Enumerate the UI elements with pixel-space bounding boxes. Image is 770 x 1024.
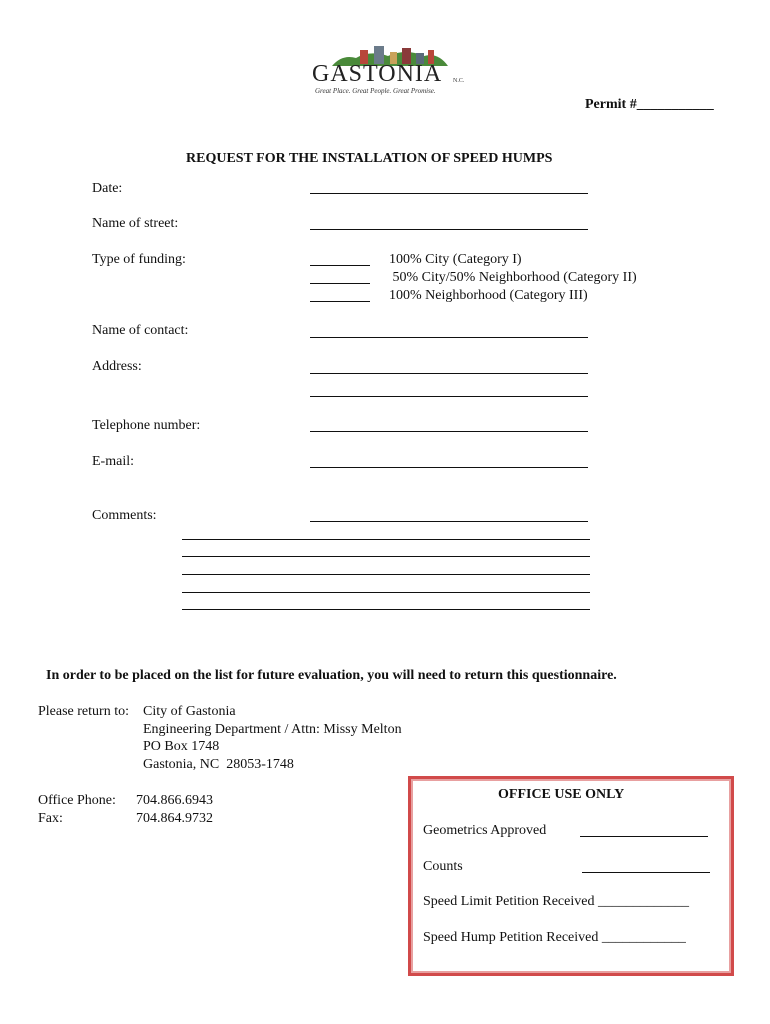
date-field[interactable] [310,193,588,194]
office-use-title: OFFICE USE ONLY [498,787,625,802]
return-address-line-4: Gastonia, NC 28053-1748 [143,757,294,772]
return-to-label: Please return to: [38,704,129,719]
counts-field[interactable] [582,872,710,873]
logo-tagline: Great Place. Great People. Great Promise. [315,87,436,95]
return-address-line-1: City of Gastonia [143,704,236,719]
email-field[interactable] [310,467,588,468]
contact-label: Name of contact: [92,323,189,338]
geometrics-approved-label: Geometrics Approved [423,823,547,838]
return-address-line-3: PO Box 1748 [143,739,220,754]
comments-field-line-5[interactable] [182,592,590,593]
funding-option-split: 50% City/50% Neighborhood (Category II) [389,270,637,285]
street-label: Name of street: [92,216,179,231]
funding-option-neighborhood: 100% Neighborhood (Category III) [389,288,588,303]
office-phone-value: 704.866.6943 [136,793,213,808]
funding-label: Type of funding: [92,252,186,267]
comments-label: Comments: [92,508,157,523]
funding-blank-1[interactable] [310,265,370,266]
comments-field-line-2[interactable] [182,539,590,540]
telephone-label: Telephone number: [92,418,201,433]
email-label: E-mail: [92,454,134,469]
office-use-box [408,776,734,976]
return-notice: In order to be placed on the list for future evaluation, you will need to return this questionnaire. [46,668,617,683]
comments-field-line-1[interactable] [310,521,588,522]
fax-label: Fax: [38,811,63,826]
comments-field-line-3[interactable] [182,556,590,557]
gastonia-logo [312,44,465,96]
form-title: REQUEST FOR THE INSTALLATION OF SPEED HUMPS [186,151,553,166]
comments-field-line-4[interactable] [182,574,590,575]
address-field-line-2[interactable] [310,396,588,397]
counts-label: Counts [423,859,463,874]
logo-state: N.C. [453,78,465,84]
office-phone-label: Office Phone: [38,793,116,808]
speed-limit-petition-label: Speed Limit Petition Received _____________ [423,894,689,909]
contact-field[interactable] [310,337,588,338]
date-label: Date: [92,181,123,196]
funding-option-city: 100% City (Category I) [389,252,522,267]
address-label: Address: [92,359,142,374]
logo-wordmark: GASTONIA [312,61,443,87]
return-address-line-2: Engineering Department / Attn: Missy Melton [143,722,402,737]
permit-number-label: Permit #___________ [585,97,714,112]
funding-blank-3[interactable] [310,301,370,302]
speed-hump-petition-label: Speed Hump Petition Received ____________ [423,930,686,945]
geometrics-approved-field[interactable] [580,836,708,837]
telephone-field[interactable] [310,431,588,432]
address-field-line-1[interactable] [310,373,588,374]
fax-value: 704.864.9732 [136,811,213,826]
street-field[interactable] [310,229,588,230]
funding-blank-2[interactable] [310,283,370,284]
comments-field-line-6[interactable] [182,609,590,610]
